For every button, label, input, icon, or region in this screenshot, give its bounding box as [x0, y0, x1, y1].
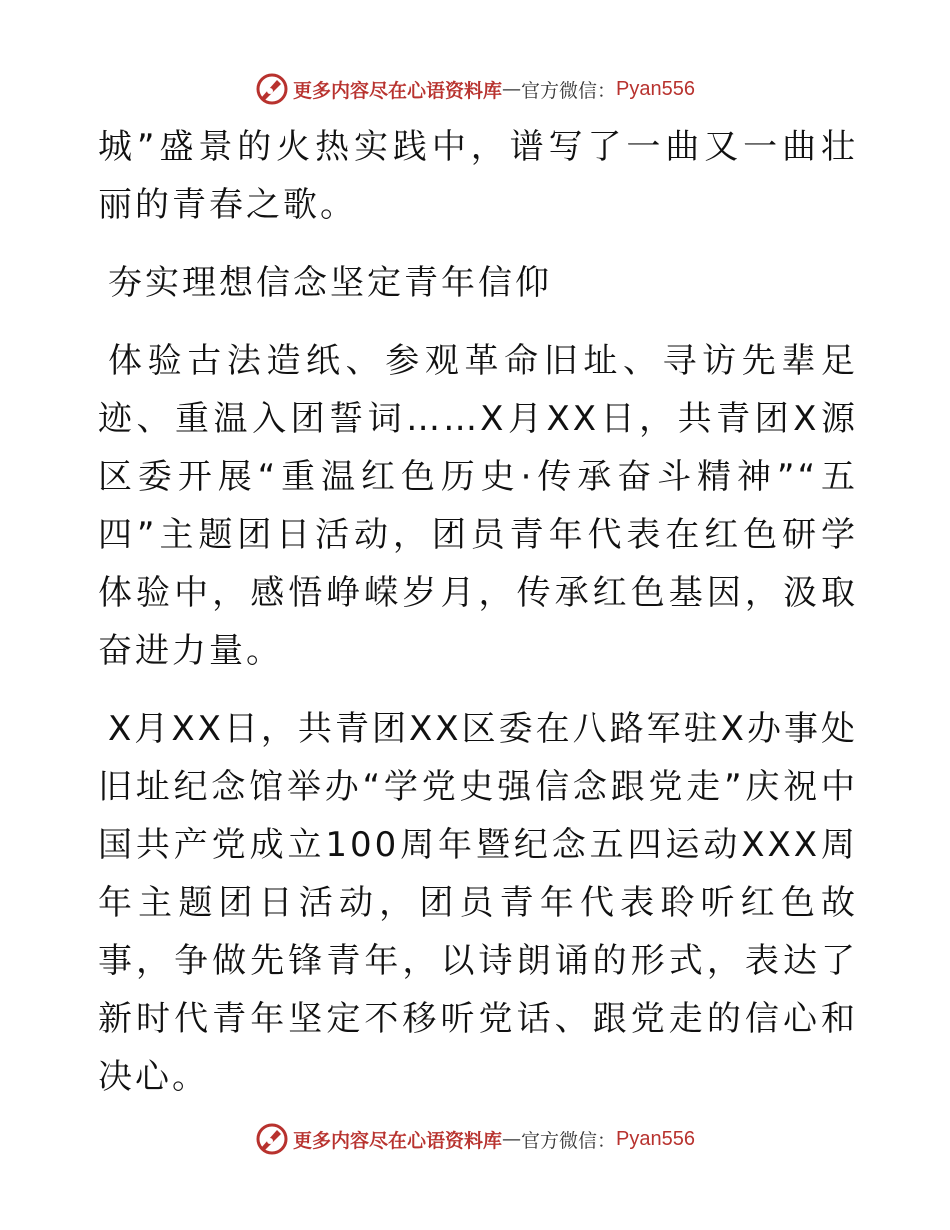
footer-brand-text: 更多内容尽在心语资料库	[293, 1129, 503, 1152]
header-official-label: 官方微信：	[521, 79, 617, 102]
document-body	[98, 118, 858, 1126]
quill-pen-logo-icon	[255, 72, 289, 106]
footer-banner	[0, 1122, 950, 1156]
section-heading: 夯实理想信念坚定青年信仰	[108, 263, 552, 303]
header-separator: —	[502, 78, 522, 100]
footer-separator: —	[502, 1128, 522, 1150]
header-brand-text: 更多内容尽在心语资料库	[293, 79, 503, 102]
quill-pen-logo-icon	[255, 1122, 289, 1156]
header-banner	[0, 72, 950, 106]
paragraph-continuation: 城”盛景的火热实践中，谱写了一曲又一曲壮丽的青春之歌。	[98, 127, 858, 225]
header-wechat-id: Pyan556	[616, 77, 695, 100]
footer-official-label: 官方微信：	[521, 1129, 617, 1152]
paragraph-activity-1: 体验古法造纸、参观革命旧址、寻访先辈足迹、重温入团誓词……X月XX日，共青团X源区委开展“重温红色历史·传承奋斗精神”“五四”主题团日活动，团员青年代表在红色研学体验中，感悟峥嵘岁月，传承红色基因，汲取奋进力量。	[98, 341, 858, 671]
footer-wechat-id: Pyan556	[616, 1127, 695, 1150]
paragraph-activity-2: X月XX日，共青团XX区委在八路军驻X办事处旧址纪念馆举办“学党史强信念跟党走”庆祝中国共产党成立100周年暨纪念五四运动XXX周年主题团日活动，团员青年代表聆听红色故事，争做先锋青年，以诗朗诵的形式，表达了新时代青年坚定不移听党话、跟党走的信心和决心。	[98, 709, 858, 1097]
